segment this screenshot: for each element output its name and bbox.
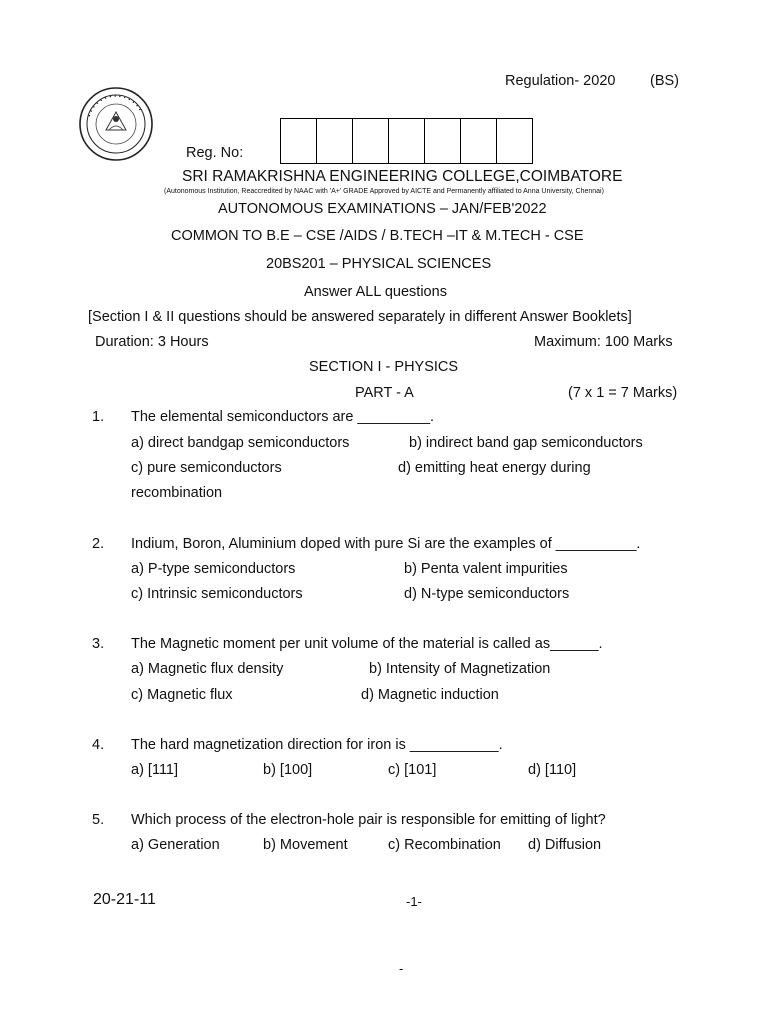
reg-no-label: Reg. No: bbox=[186, 145, 244, 161]
option-b: b) indirect band gap semiconductors bbox=[409, 435, 643, 451]
question-text: The hard magnetization direction for iron is ___________. bbox=[131, 737, 503, 753]
option-a: a) direct bandgap semiconductors bbox=[131, 435, 350, 451]
question-number: 5. bbox=[92, 812, 105, 828]
footer-dash: - bbox=[399, 961, 404, 976]
question-number: 2. bbox=[92, 536, 105, 552]
option-b: b) Movement bbox=[263, 837, 348, 853]
option-d: d) [110] bbox=[528, 762, 577, 778]
regulation-label: Regulation- 2020 bbox=[505, 73, 616, 89]
regulation-code: (BS) bbox=[650, 73, 679, 89]
reg-no-boxes[interactable] bbox=[280, 118, 533, 164]
paper-code: 20-21-11 bbox=[93, 891, 156, 908]
option-c: c) [101] bbox=[388, 762, 437, 778]
reg-no-cell[interactable] bbox=[353, 119, 389, 163]
reg-no-cell[interactable] bbox=[461, 119, 497, 163]
option-a: a) P-type semiconductors bbox=[131, 561, 296, 577]
part-marks: (7 x 1 = 7 Marks) bbox=[568, 385, 678, 401]
duration: Duration: 3 Hours bbox=[95, 334, 209, 350]
question-text: The Magnetic moment per unit volume of the material is called as______. bbox=[131, 636, 603, 652]
option-d: d) Diffusion bbox=[528, 837, 602, 853]
college-name: SRI RAMAKRISHNA ENGINEERING COLLEGE,COIMBATORE bbox=[182, 168, 623, 185]
section-title: SECTION I - PHYSICS bbox=[309, 359, 459, 375]
question-text: The elemental semiconductors are _________. bbox=[131, 409, 435, 425]
option-c: c) Recombination bbox=[388, 837, 501, 853]
option-d: d) Magnetic induction bbox=[361, 687, 499, 703]
question-number: 1. bbox=[92, 409, 105, 425]
exam-title: AUTONOMOUS EXAMINATIONS – JAN/FEB'2022 bbox=[218, 201, 547, 217]
question-text: Indium, Boron, Aluminium doped with pure Si are the examples of __________. bbox=[131, 536, 641, 552]
reg-no-cell[interactable] bbox=[389, 119, 425, 163]
question-text: Which process of the electron-hole pair is responsible for emitting of light? bbox=[131, 812, 606, 828]
answer-all: Answer ALL questions bbox=[304, 284, 447, 300]
option-b: b) [100] bbox=[263, 762, 313, 778]
page-number: -1- bbox=[406, 894, 422, 909]
option-c: c) Intrinsic semiconductors bbox=[131, 586, 303, 602]
option-c: c) Magnetic flux bbox=[131, 687, 233, 703]
max-marks: Maximum: 100 Marks bbox=[534, 334, 673, 350]
svg-text:• • • • • • • • • • • • • •: • • • • • • • • • • • • • • bbox=[86, 93, 143, 119]
option-d-continued: recombination bbox=[131, 485, 223, 501]
option-b: b) Intensity of Magnetization bbox=[369, 661, 551, 677]
reg-no-cell[interactable] bbox=[497, 119, 532, 163]
reg-no-cell[interactable] bbox=[425, 119, 461, 163]
question-number: 4. bbox=[92, 737, 105, 753]
reg-no-cell[interactable] bbox=[317, 119, 353, 163]
part-title: PART - A bbox=[355, 385, 414, 401]
option-a: a) Magnetic flux density bbox=[131, 661, 284, 677]
college-accreditation: (Autonomous Institution, Reaccredited by NAAC with 'A+' GRADE Approved by AICTE and Permanently affiliated to Anna University, Chennai) bbox=[164, 188, 604, 195]
programmes: COMMON TO B.E – CSE /AIDS / B.TECH –IT & M.TECH - CSE bbox=[171, 228, 584, 244]
option-a: a) Generation bbox=[131, 837, 220, 853]
reg-no-cell[interactable] bbox=[281, 119, 317, 163]
option-a: a) [111] bbox=[131, 762, 179, 778]
college-seal-logo bbox=[78, 86, 154, 162]
question-number: 3. bbox=[92, 636, 105, 652]
option-b: b) Penta valent impurities bbox=[404, 561, 568, 577]
option-c: c) pure semiconductors bbox=[131, 460, 282, 476]
option-d: d) emitting heat energy during bbox=[398, 460, 591, 476]
option-d: d) N-type semiconductors bbox=[404, 586, 570, 602]
course-title: 20BS201 – PHYSICAL SCIENCES bbox=[266, 256, 492, 272]
instruction: [Section I & II questions should be answered separately in different Answer Booklets] bbox=[88, 309, 632, 325]
